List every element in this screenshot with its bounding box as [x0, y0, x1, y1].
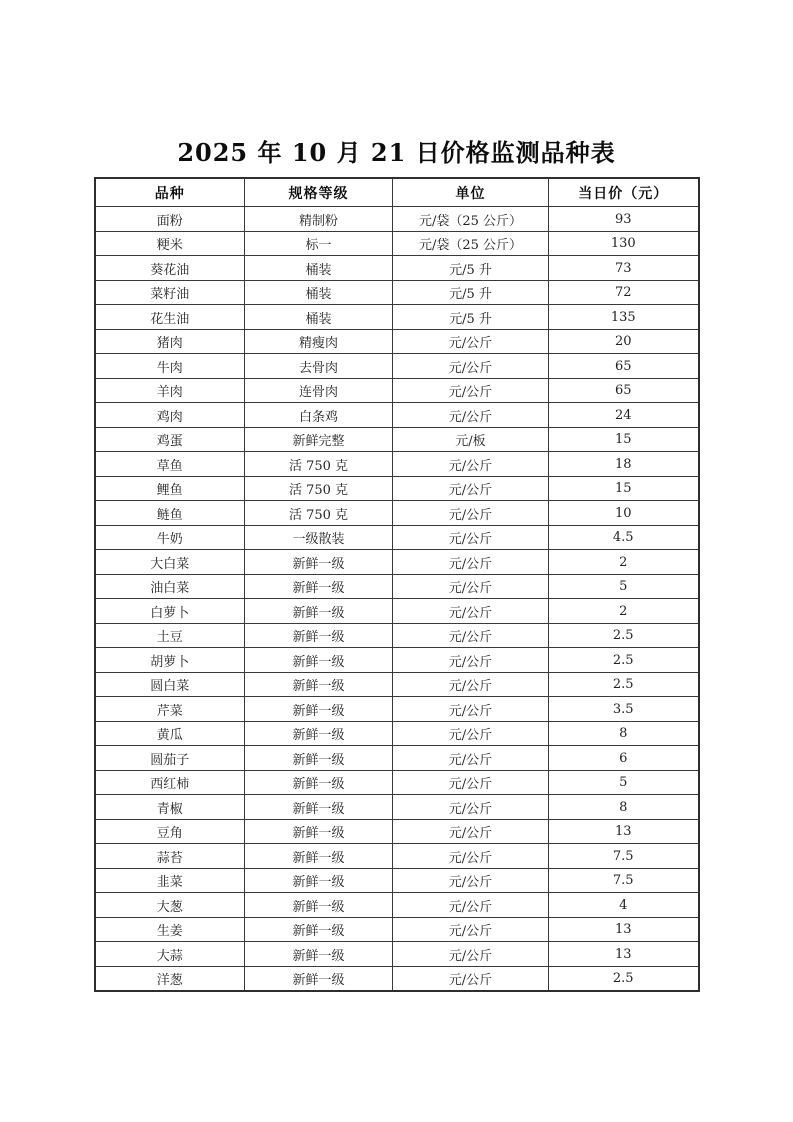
- table-cell: 7.5: [549, 844, 699, 869]
- table-cell: 元/公斤: [393, 819, 549, 844]
- table-cell: 牛奶: [95, 525, 245, 550]
- table-cell: 13: [549, 819, 699, 844]
- table-cell: 4: [549, 893, 699, 918]
- table-cell: 4.5: [549, 525, 699, 550]
- table-cell: 2.5: [549, 648, 699, 673]
- table-cell: 新鲜一级: [245, 746, 393, 771]
- table-cell: 鲢鱼: [95, 501, 245, 526]
- table-cell: 元/公斤: [393, 452, 549, 477]
- table-row: [95, 256, 699, 281]
- table-row: [95, 844, 699, 869]
- table-cell: 元/公斤: [393, 942, 549, 967]
- table-cell: 元/公斤: [393, 966, 549, 991]
- table-row: [95, 966, 699, 991]
- table-cell: 13: [549, 942, 699, 967]
- table-cell: 2: [549, 550, 699, 575]
- table-cell: 鲤鱼: [95, 476, 245, 501]
- table-cell: 元/公斤: [393, 795, 549, 820]
- table-cell: 粳米: [95, 231, 245, 256]
- table-row: [95, 305, 699, 330]
- table-row: [95, 672, 699, 697]
- table-row: [95, 746, 699, 771]
- table-cell: 元/公斤: [393, 697, 549, 722]
- table-cell: 18: [549, 452, 699, 477]
- table-cell: 白萝卜: [95, 599, 245, 624]
- table-row: [95, 893, 699, 918]
- table-cell: 15: [549, 427, 699, 452]
- table-row: [95, 501, 699, 526]
- table-cell: 活 750 克: [245, 501, 393, 526]
- table-cell: 8: [549, 795, 699, 820]
- table-row: [95, 795, 699, 820]
- header-row: [95, 178, 699, 207]
- table-cell: 元/公斤: [393, 525, 549, 550]
- table-cell: 猪肉: [95, 329, 245, 354]
- table-cell: 2.5: [549, 623, 699, 648]
- table-cell: 2.5: [549, 672, 699, 697]
- table-cell: 新鲜一级: [245, 942, 393, 967]
- table-cell: 5: [549, 574, 699, 599]
- table-row: [95, 207, 699, 232]
- table-row: [95, 917, 699, 942]
- table-cell: 135: [549, 305, 699, 330]
- table-cell: 大蒜: [95, 942, 245, 967]
- table-cell: 20: [549, 329, 699, 354]
- table-cell: 草鱼: [95, 452, 245, 477]
- table-cell: 元/公斤: [393, 721, 549, 746]
- table-cell: 油白菜: [95, 574, 245, 599]
- table-cell: 芹菜: [95, 697, 245, 722]
- table-row: [95, 525, 699, 550]
- table-cell: 新鲜一级: [245, 868, 393, 893]
- table-row: [95, 427, 699, 452]
- table-cell: 圆茄子: [95, 746, 245, 771]
- table-cell: 西红柿: [95, 770, 245, 795]
- table-cell: 圆白菜: [95, 672, 245, 697]
- table-cell: 活 750 克: [245, 452, 393, 477]
- table-cell: 桶装: [245, 256, 393, 281]
- table-cell: 元/公斤: [393, 476, 549, 501]
- table-cell: 元/公斤: [393, 623, 549, 648]
- table-row: [95, 280, 699, 305]
- table-cell: 新鲜一级: [245, 574, 393, 599]
- table-cell: 2: [549, 599, 699, 624]
- table-cell: 大葱: [95, 893, 245, 918]
- table-row: [95, 329, 699, 354]
- table-cell: 新鲜一级: [245, 721, 393, 746]
- table-row: [95, 697, 699, 722]
- table-cell: 新鲜一级: [245, 795, 393, 820]
- table-cell: 元/公斤: [393, 329, 549, 354]
- table-body: [95, 207, 699, 992]
- table-cell: 元/5 升: [393, 256, 549, 281]
- table-cell: 5: [549, 770, 699, 795]
- table-cell: 羊肉: [95, 378, 245, 403]
- table-cell: 新鲜一级: [245, 623, 393, 648]
- table-cell: 一级散装: [245, 525, 393, 550]
- table-cell: 65: [549, 378, 699, 403]
- table-cell: 花生油: [95, 305, 245, 330]
- table-cell: 元/公斤: [393, 893, 549, 918]
- table-cell: 10: [549, 501, 699, 526]
- table-cell: 24: [549, 403, 699, 428]
- table-cell: 6: [549, 746, 699, 771]
- table-cell: 鸡蛋: [95, 427, 245, 452]
- table-cell: 活 750 克: [245, 476, 393, 501]
- table-cell: 新鲜一级: [245, 770, 393, 795]
- table-row: [95, 819, 699, 844]
- table-row: [95, 452, 699, 477]
- table-row: [95, 476, 699, 501]
- table-cell: 元/公斤: [393, 599, 549, 624]
- table-cell: 元/5 升: [393, 280, 549, 305]
- table-cell: 元/公斤: [393, 550, 549, 575]
- table-header: [95, 178, 699, 207]
- table-cell: 韭菜: [95, 868, 245, 893]
- table-row: [95, 868, 699, 893]
- table-cell: 元/公斤: [393, 917, 549, 942]
- table-cell: 大白菜: [95, 550, 245, 575]
- column-header: 品种: [95, 178, 245, 207]
- table-cell: 元/公斤: [393, 378, 549, 403]
- table-cell: 元/公斤: [393, 746, 549, 771]
- table-cell: 新鲜一级: [245, 697, 393, 722]
- table-cell: 桶装: [245, 305, 393, 330]
- table-cell: 连骨肉: [245, 378, 393, 403]
- table-cell: 新鲜一级: [245, 819, 393, 844]
- table-row: [95, 378, 699, 403]
- table-cell: 93: [549, 207, 699, 232]
- table-cell: 桶装: [245, 280, 393, 305]
- table-cell: 新鲜一级: [245, 599, 393, 624]
- table-cell: 130: [549, 231, 699, 256]
- table-cell: 元/公斤: [393, 648, 549, 673]
- table-cell: 元/袋（25 公斤）: [393, 231, 549, 256]
- table-cell: 菜籽油: [95, 280, 245, 305]
- table-row: [95, 623, 699, 648]
- table-cell: 72: [549, 280, 699, 305]
- price-table: [94, 177, 700, 992]
- column-header: 单位: [393, 178, 549, 207]
- table-cell: 面粉: [95, 207, 245, 232]
- table-cell: 新鲜一级: [245, 672, 393, 697]
- table-row: [95, 648, 699, 673]
- table-cell: 15: [549, 476, 699, 501]
- table-cell: 精制粉: [245, 207, 393, 232]
- table-row: [95, 403, 699, 428]
- table-cell: 蒜苔: [95, 844, 245, 869]
- table-cell: 元/公斤: [393, 672, 549, 697]
- table-cell: 新鲜一级: [245, 917, 393, 942]
- table-cell: 标一: [245, 231, 393, 256]
- table-cell: 元/公斤: [393, 501, 549, 526]
- table-row: [95, 550, 699, 575]
- table-cell: 洋葱: [95, 966, 245, 991]
- table-cell: 豆角: [95, 819, 245, 844]
- table-cell: 7.5: [549, 868, 699, 893]
- table-cell: 葵花油: [95, 256, 245, 281]
- table-cell: 65: [549, 354, 699, 379]
- table-cell: 精瘦肉: [245, 329, 393, 354]
- table-cell: 元/公斤: [393, 770, 549, 795]
- table-cell: 73: [549, 256, 699, 281]
- table-cell: 新鲜一级: [245, 550, 393, 575]
- column-header: 规格等级: [245, 178, 393, 207]
- table-cell: 新鲜完整: [245, 427, 393, 452]
- table-cell: 鸡肉: [95, 403, 245, 428]
- table-cell: 8: [549, 721, 699, 746]
- table-row: [95, 942, 699, 967]
- table-row: [95, 231, 699, 256]
- table-cell: 新鲜一级: [245, 648, 393, 673]
- table-row: [95, 770, 699, 795]
- table-cell: 生姜: [95, 917, 245, 942]
- table-cell: 13: [549, 917, 699, 942]
- table-cell: 牛肉: [95, 354, 245, 379]
- table-cell: 青椒: [95, 795, 245, 820]
- table-cell: 元/公斤: [393, 574, 549, 599]
- table-cell: 白条鸡: [245, 403, 393, 428]
- table-cell: 黄瓜: [95, 721, 245, 746]
- table-cell: 新鲜一级: [245, 966, 393, 991]
- table-cell: 元/板: [393, 427, 549, 452]
- table-cell: 3.5: [549, 697, 699, 722]
- column-header: 当日价（元）: [549, 178, 699, 207]
- table-row: [95, 721, 699, 746]
- table-cell: 新鲜一级: [245, 844, 393, 869]
- page-title: 2025 年 10 月 21 日价格监测品种表: [177, 138, 616, 167]
- table-cell: 元/5 升: [393, 305, 549, 330]
- table-row: [95, 599, 699, 624]
- table-cell: 元/公斤: [393, 403, 549, 428]
- table-cell: 2.5: [549, 966, 699, 991]
- table-row: [95, 574, 699, 599]
- table-cell: 元/公斤: [393, 844, 549, 869]
- table-row: [95, 354, 699, 379]
- table-cell: 元/袋（25 公斤）: [393, 207, 549, 232]
- table-cell: 胡萝卜: [95, 648, 245, 673]
- table-cell: 土豆: [95, 623, 245, 648]
- table-cell: 元/公斤: [393, 354, 549, 379]
- table-cell: 元/公斤: [393, 868, 549, 893]
- table-cell: 去骨肉: [245, 354, 393, 379]
- table-cell: 新鲜一级: [245, 893, 393, 918]
